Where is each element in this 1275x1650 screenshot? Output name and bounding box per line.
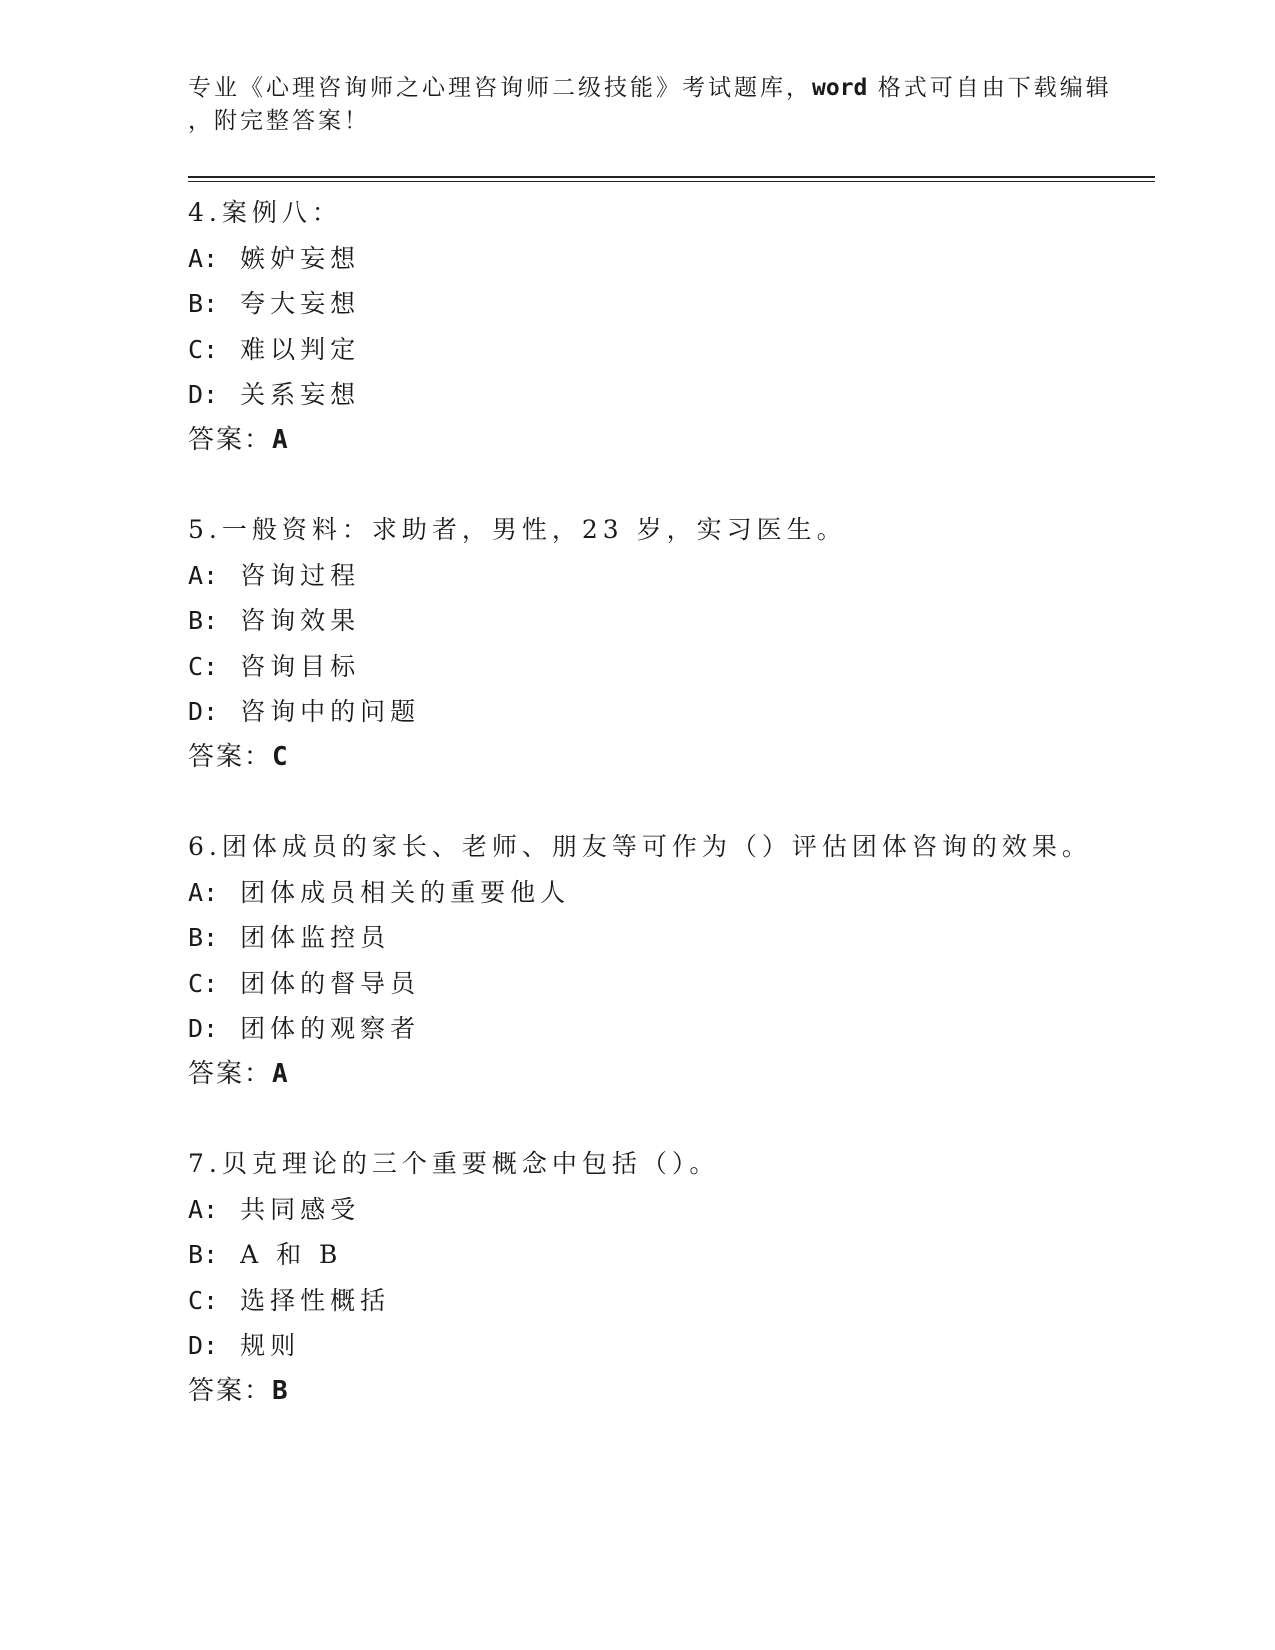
option-a [188, 870, 1148, 916]
header-text-pre: 专业《心理咨询师之心理咨询师二级技能》考试题库， [188, 75, 812, 101]
option-text: 团体的观察者 [240, 1014, 421, 1043]
answer-line [188, 735, 1148, 781]
question-stem: 6.团体成员的家长、老师、朋友等可作为（）评估团体咨询的效果。 [188, 832, 1092, 861]
option-text: 团体的督导员 [240, 968, 421, 998]
option-letter: A: [188, 243, 219, 273]
answer-value: A [272, 424, 288, 455]
option-text: A 和 B [240, 1240, 343, 1269]
document-header [188, 72, 1112, 138]
option-text: 嫉妒妄想 [240, 243, 361, 273]
answer-line [188, 1052, 1148, 1098]
option-b [188, 915, 1148, 961]
option-a [188, 1187, 1148, 1233]
header-text-word: word [812, 75, 868, 101]
option-d [188, 1323, 1148, 1369]
option-text: 关系妄想 [240, 380, 361, 409]
option-letter: C: [188, 651, 219, 681]
question-4 [188, 190, 1148, 463]
header-text-post: 格式可自由下载编辑 [867, 75, 1112, 101]
option-text: 选择性概括 [240, 1285, 391, 1315]
answer-value: C [272, 741, 288, 772]
option-letter: B: [188, 289, 219, 318]
answer-label: 答案： [188, 741, 273, 772]
option-c [188, 1278, 1148, 1324]
option-c [188, 961, 1148, 1007]
option-letter: D: [188, 1014, 219, 1043]
option-text: 咨询过程 [240, 560, 361, 590]
option-text: 夸大妄想 [240, 289, 361, 318]
option-text: 咨询目标 [240, 651, 361, 681]
header-line-1 [188, 72, 1112, 105]
option-text: 团体成员相关的重要他人 [240, 877, 571, 907]
option-letter: C: [188, 334, 219, 364]
option-b [188, 281, 1148, 327]
option-letter: B: [188, 606, 219, 635]
question-stem: 5.一般资料：求助者，男性，23 岁，实习医生。 [188, 515, 847, 544]
option-d [188, 1006, 1148, 1052]
option-letter: B: [188, 923, 219, 952]
option-b [188, 598, 1148, 644]
question-5 [188, 507, 1148, 780]
option-text: 咨询效果 [240, 606, 361, 635]
question-7 [188, 1141, 1148, 1414]
header-divider-thin [188, 181, 1155, 182]
answer-value: A [272, 1058, 288, 1089]
option-text: 难以判定 [240, 334, 361, 364]
option-letter: D: [188, 380, 219, 409]
question-stem: 4.案例八： [188, 198, 342, 227]
question-list [188, 190, 1148, 1458]
option-letter: A: [188, 877, 219, 907]
question-6 [188, 824, 1148, 1097]
option-a [188, 553, 1148, 599]
answer-line [188, 1369, 1148, 1415]
option-letter: C: [188, 968, 219, 998]
answer-label: 答案： [188, 1058, 273, 1089]
option-text: 咨询中的问题 [240, 697, 421, 726]
option-letter: A: [188, 1194, 219, 1224]
option-text: 共同感受 [240, 1194, 361, 1224]
option-letter: B: [188, 1240, 219, 1269]
option-b [188, 1232, 1148, 1278]
option-c [188, 327, 1148, 373]
option-c [188, 644, 1148, 690]
answer-label: 答案： [188, 424, 273, 455]
option-letter: D: [188, 1331, 219, 1360]
answer-value: B [272, 1375, 288, 1406]
answer-label: 答案： [188, 1375, 273, 1406]
header-divider-thick [188, 176, 1155, 178]
question-stem: 7.贝克理论的三个重要概念中包括（）。 [188, 1149, 720, 1178]
header-line-2: ，附完整答案！ [188, 108, 370, 134]
option-a [188, 236, 1148, 282]
option-letter: D: [188, 697, 219, 726]
answer-line [188, 418, 1148, 464]
option-text: 团体监控员 [240, 923, 391, 952]
option-text: 规则 [240, 1331, 301, 1360]
option-letter: C: [188, 1285, 219, 1315]
option-d [188, 372, 1148, 418]
option-d [188, 689, 1148, 735]
option-letter: A: [188, 560, 219, 590]
